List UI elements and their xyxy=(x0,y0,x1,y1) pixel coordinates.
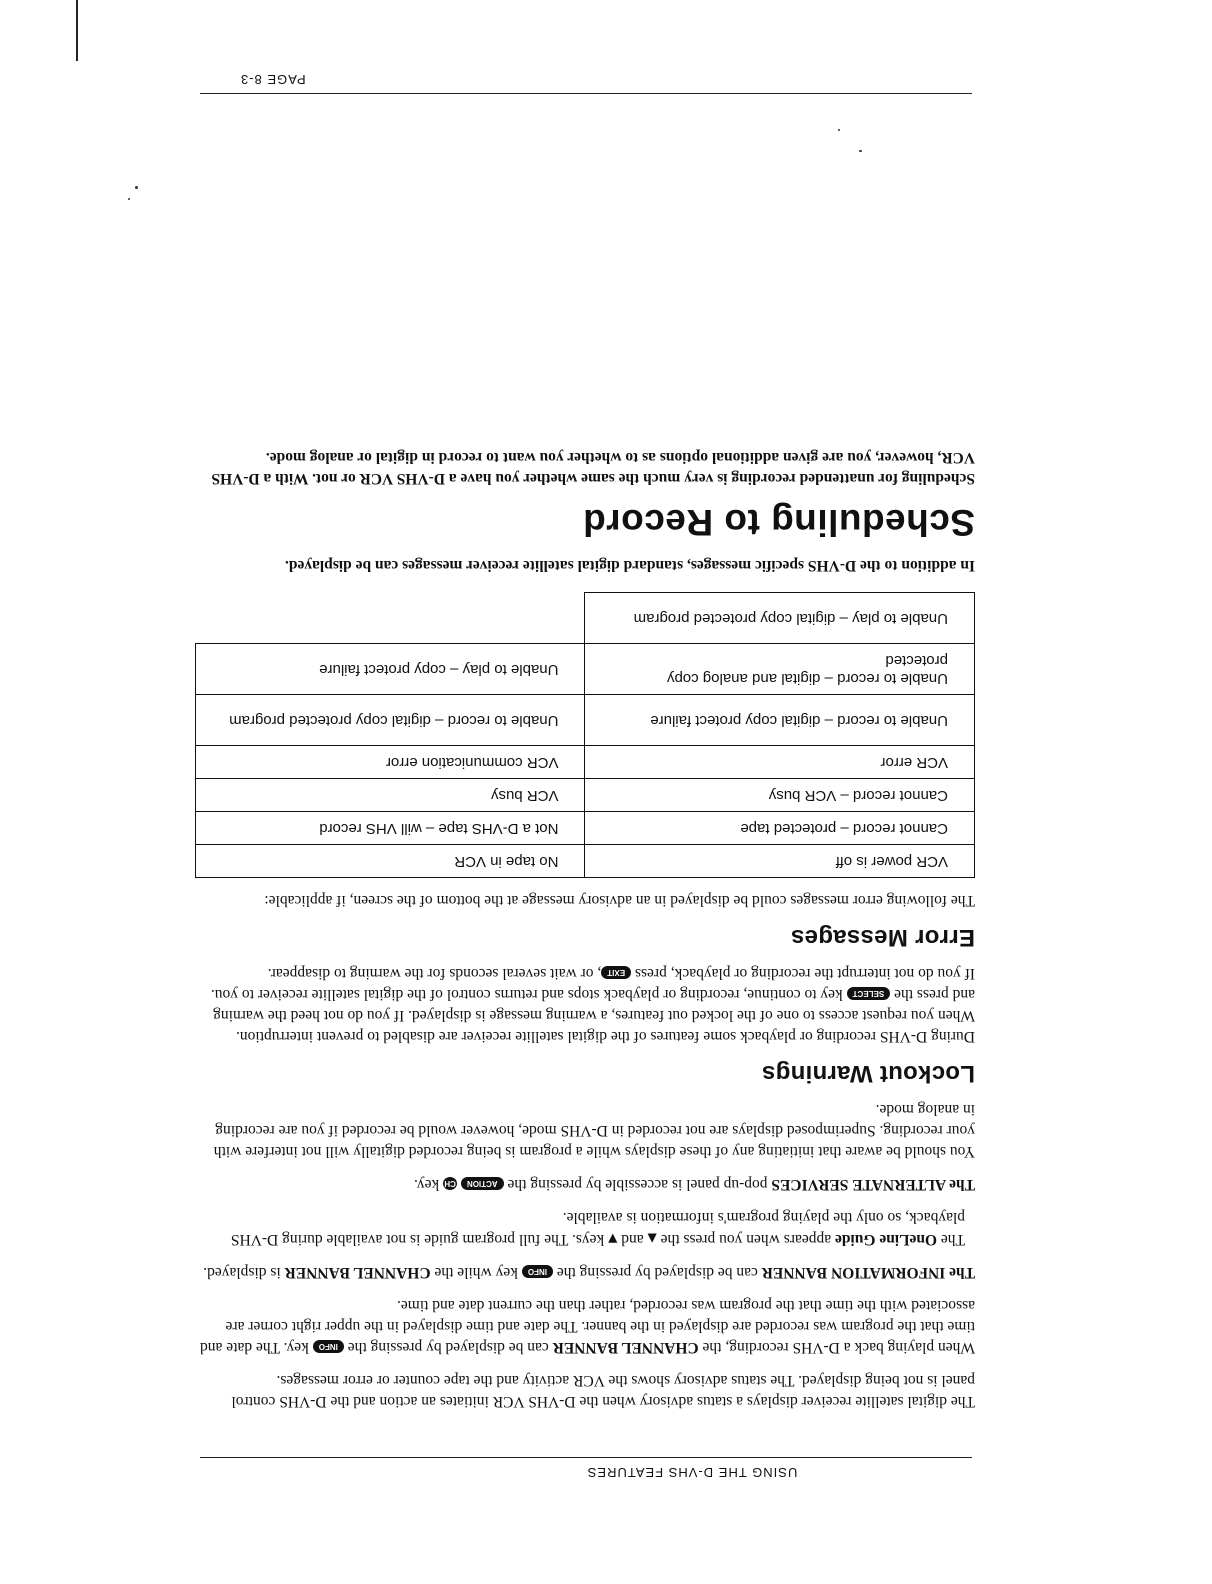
table-cell: Unable to record – digital and analog copy protected xyxy=(585,644,975,695)
error-messages-heading: Error Messages xyxy=(790,924,975,951)
table-cell: Unable to play – copy protect failure xyxy=(196,644,586,695)
alternate-services-paragraph: The ALTERNATE SERVICES pop-up panel is accessible by pressing the ACTION CH key. xyxy=(413,1176,975,1193)
table-row xyxy=(196,695,975,746)
table-cell: VCR busy xyxy=(196,779,586,812)
running-header: USING THE D-VHS FEATURES xyxy=(586,1465,798,1480)
information-banner-paragraph: The INFORMATION BANNER can be displayed by pressing the INFO key while the CHANNEL BANNER is displayed. xyxy=(203,1264,975,1281)
table-cell: VCR power is off xyxy=(585,845,975,878)
scheduling-paragraph: Scheduling for unattended recording is very much the same whether you have a D-VHS VCR or not. With a D-VHS VCR, however, you are given additional options as to whether you want to record in digital or analog mode. xyxy=(211,449,975,487)
table-cell-empty xyxy=(196,593,586,644)
table-cell: VCR error xyxy=(585,746,975,779)
page-number: PAGE 8-3 xyxy=(240,72,306,87)
footer-rule xyxy=(200,93,972,94)
recording-note-paragraph: You should be aware that initiating any of these displays while a program is being recorded digitally will not interfere with your recording. Superimposed displays are not recorded in D-VHS mode, however would be recorded if you are recording in analog mode. xyxy=(213,1101,975,1160)
table-cell: Unable to record – digital copy protect failure xyxy=(585,695,975,746)
table-cell: No tape in VCR xyxy=(196,845,586,878)
table-cell: Unable to record – digital copy protected program xyxy=(196,695,586,746)
error-messages-intro: The following error messages could be displayed in an advisory message at the bottom of the screen, if applicable: xyxy=(264,892,975,909)
channel-banner-term: CHANNEL BANNER xyxy=(552,1339,699,1356)
information-banner-term: The INFORMATION BANNER xyxy=(761,1264,975,1281)
action-key-icon: ACTION xyxy=(461,1177,504,1190)
table-cell: Unable to play – digital copy protected program xyxy=(585,593,975,644)
oneline-guide-paragraph: The OneLine Guide appears when you press the ▲ and ▼ keys. The full program guide is not available during D-VHS playback, so only the playing program's information is available. xyxy=(230,1209,965,1248)
scheduling-heading: Scheduling to Record xyxy=(582,502,975,543)
table-row xyxy=(196,746,975,779)
table-row xyxy=(196,845,975,878)
scan-edge-line xyxy=(76,0,78,61)
table-row xyxy=(196,812,975,845)
scan-speck xyxy=(859,150,862,152)
info-key-icon: INFO xyxy=(522,1265,553,1278)
up-arrow-icon: ▲ xyxy=(647,1232,657,1246)
error-messages-table xyxy=(195,592,975,878)
table-row xyxy=(196,779,975,812)
down-arrow-icon: ▼ xyxy=(608,1232,618,1246)
select-key-icon: SELECT xyxy=(847,987,891,1000)
scan-speck xyxy=(128,198,130,200)
alternate-services-term: The ALTERNATE SERVICES xyxy=(771,1176,975,1193)
table-cell: Cannot record – VCR busy xyxy=(585,779,975,812)
status-advisory-paragraph: The digital satellite receiver displays a status advisory when the D-VHS VCR initiates an action and the D-VHS control panel is not being displayed. The status advisory shows the VCR activity and the tape counter or error messages. xyxy=(231,1372,975,1410)
scan-speck xyxy=(135,186,138,189)
ch-key-icon: CH xyxy=(444,1179,456,1189)
header-rule xyxy=(200,1457,972,1458)
table-cell: Cannot record – protected tape xyxy=(585,812,975,845)
channel-banner-paragraph: When playing back a D-VHS recording, the CHANNEL BANNER can be displayed by pressing the INFO key. The date and time that the program was recorded are displayed in the banner. The date and time displayed in the upper right corner are associated with the time that the program was recorded, rather than the current date and time. xyxy=(200,1297,975,1356)
table-cell: VCR communication error xyxy=(196,746,586,779)
channel-banner-term: CHANNEL BANNER xyxy=(284,1264,431,1281)
page-content xyxy=(200,435,975,1412)
lockout-warnings-heading: Lockout Warnings xyxy=(761,1060,975,1087)
table-cell: Not a D-VHS tape – will VHS record xyxy=(196,812,586,845)
additional-messages-paragraph: In addition to the D-VHS specific messages, standard digital satellite receiver messages can be displayed. xyxy=(284,557,975,574)
info-key-icon: INFO xyxy=(313,1340,344,1353)
lockout-paragraph: During D-VHS recording or playback some features of the digital satellite receiver are disabled to prevent interruption. When you request access to one of the locked out features, a warning message is displayed. If you do not heed the warning and press the SELECT key to continue, recording or playback stops and returns control of the digital satellite receiver to you. If you do not interrupt the recording or playback, press EXIT, or wait several seconds for the warning to disappear. xyxy=(210,965,975,1045)
table-row xyxy=(196,644,975,695)
scan-speck xyxy=(838,129,840,131)
table-row xyxy=(196,593,975,644)
oneline-guide-term: OneLine Guide xyxy=(834,1231,938,1248)
exit-key-icon: EXIT xyxy=(601,966,631,979)
